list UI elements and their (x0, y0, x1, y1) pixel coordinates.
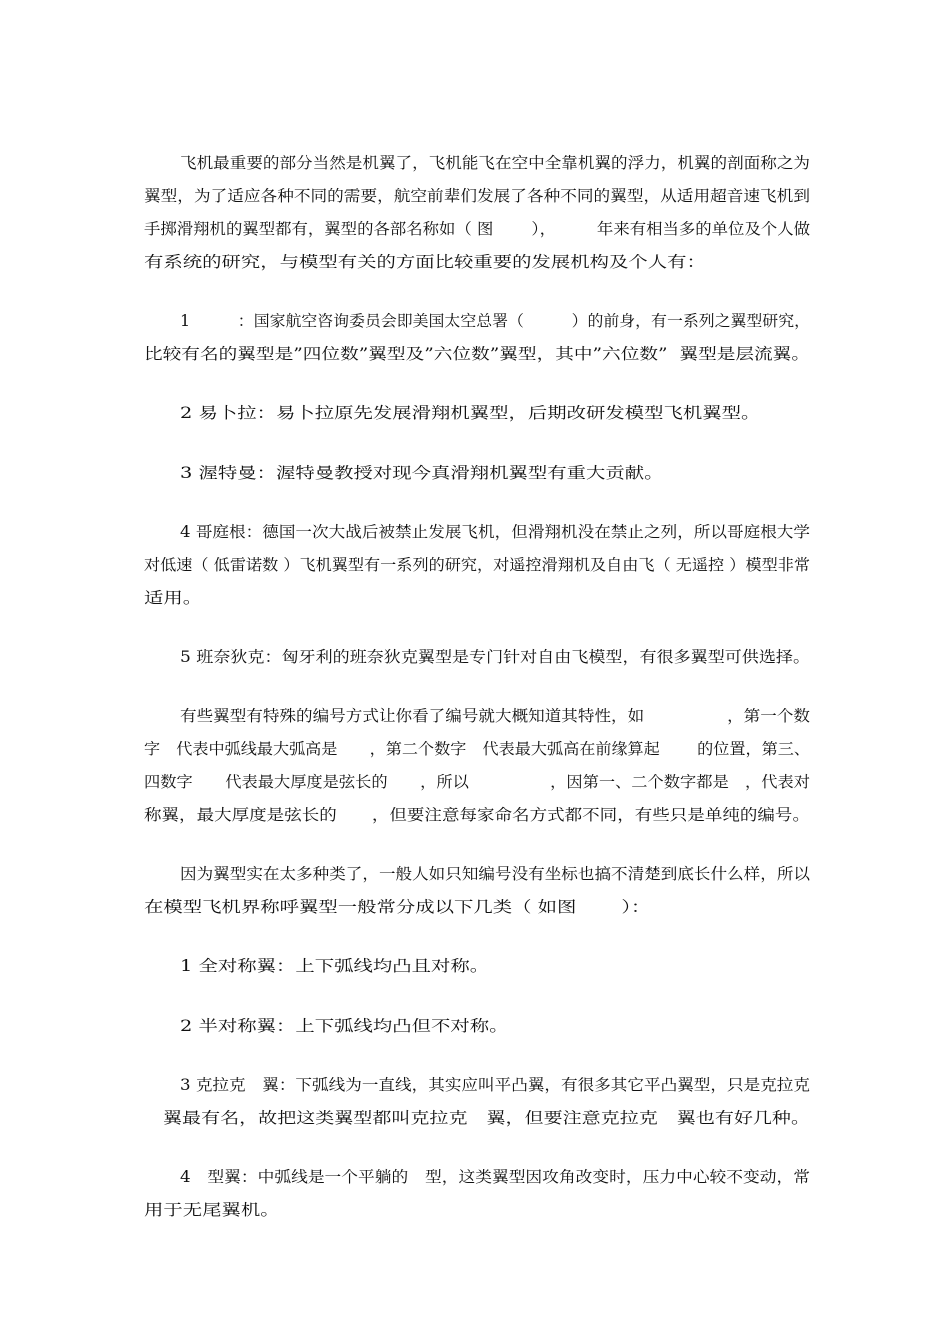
text-line: 5 班奈狄克：匈牙利的班奈狄克翼型是专门针对自由飞模型，有很多翼型可供选择。 (180, 648, 811, 666)
text-line: 3 克拉克 翼：下弧线为一直线，其实应叫平凸翼，有很多其它平凸翼型，只是克拉克 (180, 1076, 810, 1094)
text-line: 2 半对称翼：上下弧线均凸但不对称。 (180, 1017, 509, 1035)
text-line: 比较有名的翼型是”四位数”翼型及”六位数”翼型，其中”六位数” 翼型是层流翼。 (144, 345, 810, 363)
text-line: 4 哥庭根：德国一次大战后被禁止发展飞机，但滑翔机没在禁止之列，所以哥庭根大学 (180, 523, 810, 541)
text-line: 手掷滑翔机的翼型都有，翼型的各部名称如（ 图 ）， 年来有相当多的单位及个人做 (144, 220, 810, 238)
text-line: 对低速（ 低雷诺数 ）飞机翼型有一系列的研究，对遥控滑翔机及自由飞（ 无遥控 ）模型非常 (144, 556, 810, 574)
text-line: 在模型飞机界称呼翼型一般常分成以下几类（ 如图 ）： (144, 898, 651, 916)
text-line: 有系统的研究，与模型有关的方面比较重要的发展机构及个人有： (144, 253, 706, 271)
text-line: 因为翼型实在太多种类了，一般人如只知编号没有坐标也搞不清楚到底长什么样，所以 (180, 865, 810, 883)
text-line: 翼型，为了适应各种不同的需要，航空前辈们发展了各种不同的翼型，从适用超音速飞机到 (144, 187, 811, 205)
text-line: 四数字 代表最大厚度是弦长的 ，所以 ，因第一、二个数字都是 ，代表对 (144, 773, 810, 791)
text-line: 字 代表中弧线最大弧高是 ，第二个数字 代表最大弧高在前缘算起 的位置，第三、 (144, 740, 810, 758)
text-line: 1 全对称翼：上下弧线均凸且对称。 (180, 957, 490, 975)
text-line: 3 渥特曼：渥特曼教授对现今真滑翔机翼型有重大贡献。 (180, 464, 664, 482)
text-line: 1 ：国家航空咨询委员会即美国太空总署（ ）的前身，有一系列之翼型研究， (180, 312, 810, 330)
text-line: 用于无尾翼机。 (144, 1201, 280, 1219)
text-line: 4 型翼：中弧线是一个平躺的 型，这类翼型因攻角改变时，压力中心较不变动，常 (180, 1168, 810, 1186)
text-line: 适用。 (144, 589, 203, 607)
text-line: 翼最有名，故把这类翼型都叫克拉克 翼，但要注意克拉克 翼也有好几种。 (144, 1109, 810, 1127)
text-line: 有些翼型有特殊的编号方式让你看了编号就大概知道其特性，如 ，第一个数 (180, 707, 810, 725)
text-line: 2 易卜拉：易卜拉原先发展滑翔机翼型，后期改研发模型飞机翼型。 (180, 404, 761, 422)
text-line: 飞机最重要的部分当然是机翼了，飞机能飞在空中全靠机翼的浮力，机翼的剖面称之为 (180, 154, 810, 172)
text-line: 称翼，最大厚度是弦长的 ，但要注意每家命名方式都不同，有些只是单纯的编号。 (144, 806, 811, 824)
